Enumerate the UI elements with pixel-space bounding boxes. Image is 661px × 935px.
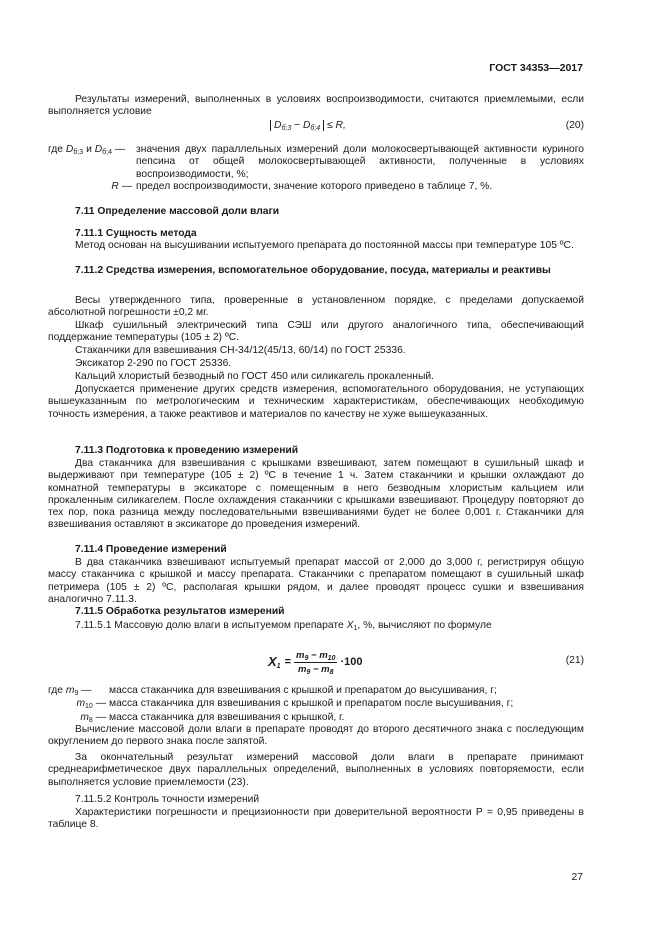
definition-d: где $D_{б;3}$ и $D_{б;4}$ — значения двух параллельных измерений доли молокосвертывающей активности куриного пепсина от общей молокосвертывающей активности, полученные в условиях воспроизводимости, %; (48, 144, 584, 180)
document-id-header: ГОСТ 34353—2017 (489, 62, 583, 74)
section-7-11-5-2-heading: 7.11.5.2 Контроль точности измерений (75, 794, 260, 805)
section-7-11-heading: 7.11 Определение массовой доли влаги (75, 206, 280, 217)
formula-20-number: (20) (565, 120, 584, 131)
definition-m8: $m_8$ — масса стаканчика для взвешивания с крышкой, г. (80, 711, 345, 724)
section-7-11-2-heading: 7.11.2 Средства измерения, вспомогательное оборудование, посуда, материалы и реактивы (75, 265, 551, 276)
formula-20: $D_{б;3} - D_{б;4} \le R$, (270, 120, 346, 132)
equipment-calcium-chloride: Кальций хлористый безводный по ГОСТ 450 или силикагель прокаленный. (75, 371, 434, 382)
section-7-11-1-text: Метод основан на высушивании испытуемого препарата до постоянной массы при температуре 105 ºС. (75, 240, 574, 251)
equipment-scales: Весы утвержденного типа, проверенные в установленном порядке, с пределами допускаемой абсолютной погрешности ±0,2 мг. (48, 295, 584, 319)
equipment-alternatives: Допускается применение других средств измерения, вспомогательного оборудования, не уступающих вышеуказанным по метрологическим и техническим характеристикам, обеспечивающих необходимую точность измерения, а также реактивов и материалов по качеству не хуже вышеуказанных. (48, 384, 584, 420)
formula-21-definitions (48, 685, 584, 724)
definition-r: R — предел воспроизводимости, значение которого приведено в таблице 7, %. (111, 181, 493, 192)
section-7-11-5-1-text: 7.11.5.1 Массовую долю влаги в испытуемом препарате $X_1$, %, вычисляют по формуле (75, 620, 492, 632)
section-7-11-3-heading: 7.11.3 Подготовка к проведению измерений (75, 445, 299, 456)
page-number: 27 (571, 872, 583, 883)
rounding-paragraph: Вычисление массовой доли влаги в препарате проводят до второго десятичного знака с последующим округлением до первого знака после запятой. (48, 724, 584, 748)
section-7-11-5-heading: 7.11.5 Обработка результатов измерений (75, 606, 285, 617)
formula-21-fraction: $\frac{m_9 - m_{10}}{m_9 - m_8}$ (296, 649, 336, 676)
section-7-11-4-heading: 7.11.4 Проведение измерений (75, 544, 227, 555)
section-7-11-3-text: Два стаканчика для взвешивания с крышками взвешивают, затем помещают в сушильный шкаф и выдерживают при температуре (105 ± 2) ºС в течение 1 ч. Затем стаканчики и крышки охлаждают до комнатной температуры в эксикаторе с помещенным в него безводным хлористым кальцием или прокаленным силикагелем. После охлаждения стаканчики с крышками взвешивают. Процедуру повторяют до тех пор, пока разница между последовательными взвешиваниями будет не более 0,001 г. Стаканчики для взвешивания оставляют в эксикаторе до проведения измерений. (48, 458, 584, 531)
equipment-desiccator: Эксикатор 2-290 по ГОСТ 25336. (75, 358, 232, 369)
definition-m10: $m_{10}$ — масса стаканчика для взвешивания с крышкой и препаратом после высушивания, г; (76, 698, 514, 711)
section-7-11-4-text: В два стаканчика взвешивают испытуемый препарат массой от 2,000 до 3,000 г, регистрируя общую массу стаканчика с крышкой и массу препарата. Стаканчики с препаратом помещают в сушильный шкаф петримера (105 ± 2) ºС, располагая крышки рядом, и далее проводят процесс сушки и взвешивания аналогично 7.11.3. (48, 557, 584, 605)
formula-21: $X_1$ = $\frac{m_9 - m_{10}}{m_9 - m_8}$ ·100 (268, 649, 363, 676)
section-7-11-1-heading: 7.11.1 Сущность метода (75, 228, 197, 239)
formula-21-number: (21) (565, 655, 584, 666)
definition-m9: где $m_9$ — масса стаканчика для взвешивания с крышкой и препаратом до высушивания, г; (48, 685, 497, 697)
equipment-oven: Шкаф сушильный электрический типа СЭШ или другого аналогичного типа, обеспечивающий поддержание температуры (105 ± 2) ºС. (48, 320, 584, 344)
reproducibility-paragraph: Результаты измерений, выполненных в условиях воспроизводимости, считаются приемлемыми, если выполняется условие (48, 94, 584, 118)
final-result-paragraph: За окончательный результат измерений массовой доли влаги в препарате принимают среднеарифметическое двух параллельных определений, выполненных в условиях повторяемости, если выполняется условие приемлемости (23). (48, 752, 584, 788)
section-7-11-5-2-text: Характеристики погрешности и прецизионности при доверительной вероятности Р = 0,95 приведены в таблице 8. (48, 807, 584, 831)
equipment-cups: Стаканчики для взвешивания СН-34/12(45/13, 60/14) по ГОСТ 25336. (75, 345, 406, 356)
